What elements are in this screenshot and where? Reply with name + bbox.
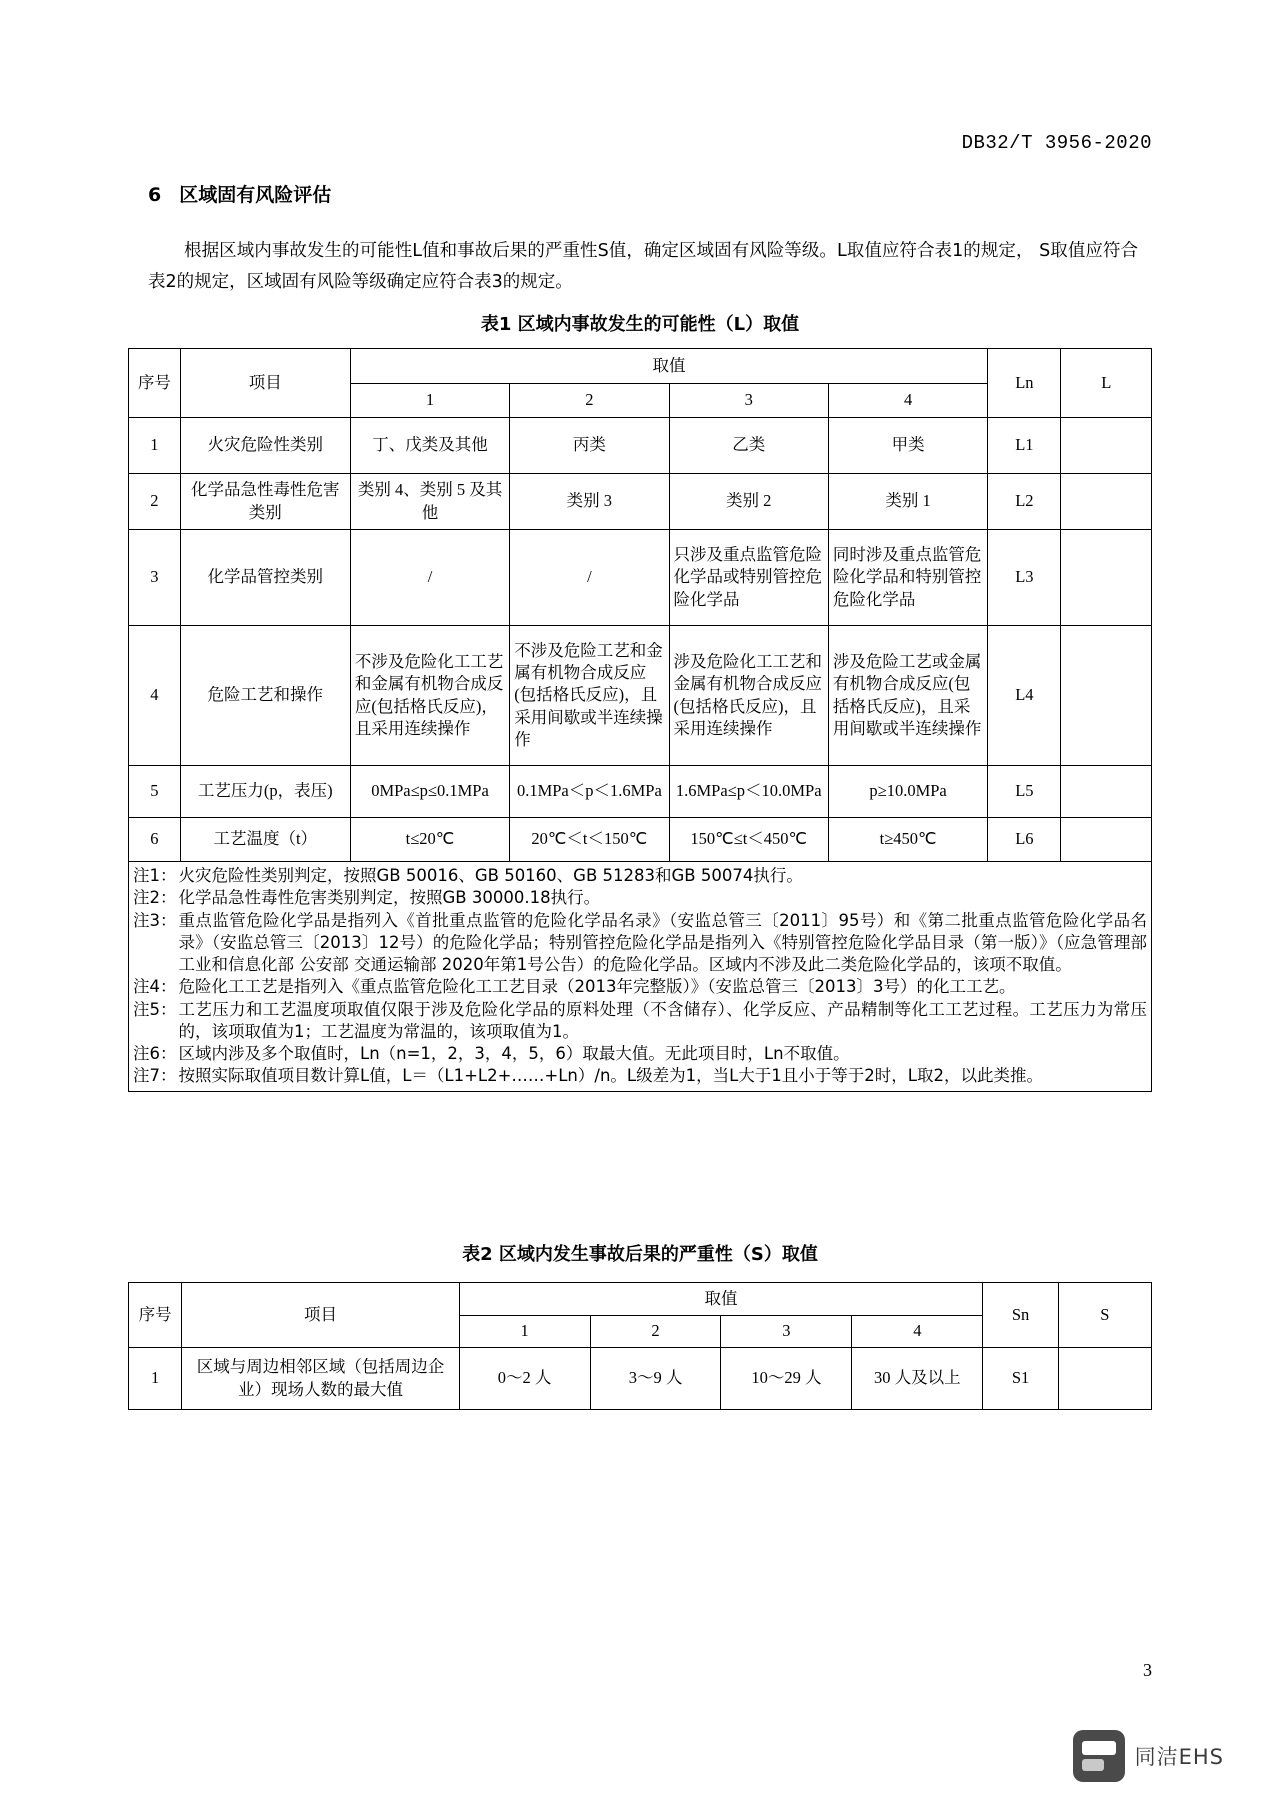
row-value-3: 10～29 人	[721, 1348, 852, 1410]
row-value-3: 只涉及重点监管危险化学品或特别管控危险化学品	[669, 530, 828, 626]
note-item	[133, 976, 1147, 998]
row-item: 化学品管控类别	[180, 530, 350, 626]
header-col-2: 2	[590, 1315, 721, 1348]
table-row	[129, 474, 1152, 530]
note-item	[133, 910, 1147, 977]
row-value-1: t≤20℃	[350, 818, 509, 862]
header-ln: Ln	[988, 349, 1061, 418]
header-item: 项目	[182, 1283, 459, 1348]
note-item	[133, 999, 1147, 1044]
note-label: 注7：	[133, 1066, 177, 1086]
row-seq: 3	[129, 530, 181, 626]
intro-paragraph	[148, 236, 1138, 297]
row-value-1: 0～2 人	[459, 1348, 590, 1410]
table-header-row	[129, 1283, 1152, 1316]
row-value-3: 乙类	[669, 418, 828, 474]
row-value-3: 1.6MPa≤p＜10.0MPa	[669, 766, 828, 818]
row-s	[1058, 1348, 1151, 1410]
row-item: 火灾危险性类别	[180, 418, 350, 474]
table-row	[129, 818, 1152, 862]
table-row	[129, 418, 1152, 474]
row-l	[1061, 474, 1152, 530]
row-l	[1061, 766, 1152, 818]
row-item: 区域与周边相邻区域（包括周边企业）现场人数的最大值	[182, 1348, 459, 1410]
section-heading	[148, 180, 331, 207]
row-value-2: 丙类	[510, 418, 669, 474]
page-number: 3	[1143, 1660, 1152, 1680]
table-row	[129, 766, 1152, 818]
row-value-3: 150℃≤t＜450℃	[669, 818, 828, 862]
table-row	[129, 626, 1152, 766]
note-item	[133, 1043, 1147, 1065]
header-sn: Sn	[983, 1283, 1058, 1348]
note-text: 区域内涉及多个取值时，Ln（n=1，2，3，4，5，6）取最大值。无此项目时，Ln不取值。	[178, 1044, 850, 1064]
header-l: L	[1061, 349, 1152, 418]
row-ln: L1	[988, 418, 1061, 474]
header-s: S	[1058, 1283, 1151, 1348]
watermark-logo-icon	[1073, 1730, 1125, 1782]
section-number: 6	[148, 184, 162, 206]
table-header-row	[129, 349, 1152, 384]
note-text: 危险化工工艺是指列入《重点监管危险化工工艺目录（2013年完整版）》（安监总管三〔2013〕3号）的化工工艺。	[178, 977, 1016, 997]
note-label: 注1：	[133, 866, 177, 885]
standard-number-header: DB32/T 3956-2020	[961, 132, 1152, 154]
table1-notes	[129, 862, 1152, 1092]
intro-paragraph-text: 根据区域内事故发生的可能性L值和事故后果的严重性S值，确定区域固有风险等级。L取值应符合表1的规定， S取值应符合表2的规定，区域固有风险等级确定应符合表3的规定。	[148, 241, 1138, 292]
row-ln: L2	[988, 474, 1061, 530]
row-item: 工艺压力(p，表压)	[180, 766, 350, 818]
header-col-1: 1	[350, 383, 509, 418]
row-item: 工艺温度（t）	[180, 818, 350, 862]
row-value-2: 20℃＜t＜150℃	[510, 818, 669, 862]
table2-caption: 表2 区域内发生事故后果的严重性（S）取值	[462, 1244, 818, 1265]
row-l	[1061, 626, 1152, 766]
note-text: 火灾危险性类别判定，按照GB 50016、GB 50160、GB 51283和GB 50074执行。	[178, 866, 803, 885]
row-value-4: 同时涉及重点监管危险化学品和特别管控危险化学品	[828, 530, 987, 626]
row-value-1: 类别 4、类别 5 及其他	[350, 474, 509, 530]
row-ln: L6	[988, 818, 1061, 862]
table-severity-S	[128, 1282, 1152, 1410]
row-value-4: 30 人及以上	[852, 1348, 983, 1410]
row-seq: 2	[129, 474, 181, 530]
row-seq: 6	[129, 818, 181, 862]
row-l	[1061, 818, 1152, 862]
note-item	[133, 887, 1147, 909]
note-label: 注2：	[133, 888, 177, 908]
row-item: 危险工艺和操作	[180, 626, 350, 766]
row-value-2: 0.1MPa＜p＜1.6MPa	[510, 766, 669, 818]
row-l	[1061, 530, 1152, 626]
row-value-4: 类别 1	[828, 474, 987, 530]
row-value-4: t≥450℃	[828, 818, 987, 862]
note-text: 重点监管危险化学品是指列入《首批重点监管的危险化学品名录》（安监总管三〔2011〕95号）和《第二批重点监管危险化学品名录》（安监总管三〔2013〕12号）的危险化学品；特别管控危险化学品是指列入《特别管控危险化学品目录（第一版）》（应急管理部 工业和信息化部 公安部 交通运输部 2020年第1号公告）的危险化学品。区域内不涉及此二类危险化学品的，该项不取值。	[178, 910, 1147, 975]
note-item	[133, 1065, 1147, 1087]
row-seq: 1	[129, 418, 181, 474]
header-item: 项目	[180, 349, 350, 418]
row-value-1: 不涉及危险化工工艺和金属有机物合成反应(包括格氏反应)，且采用连续操作	[350, 626, 509, 766]
note-label: 注6：	[133, 1044, 177, 1064]
header-col-3: 3	[721, 1315, 852, 1348]
note-label: 注3：	[133, 910, 177, 930]
row-l	[1061, 418, 1152, 474]
row-value-3: 类别 2	[669, 474, 828, 530]
table1-caption: 表1 区域内事故发生的可能性（L）取值	[480, 314, 800, 335]
row-value-4: 甲类	[828, 418, 987, 474]
section-title-text: 区域固有风险评估	[179, 184, 332, 206]
note-label: 注5：	[133, 999, 177, 1019]
row-value-3: 涉及危险化工工艺和金属有机物合成反应(包括格氏反应)，且采用连续操作	[669, 626, 828, 766]
watermark	[1073, 1730, 1224, 1782]
note-text: 按照实际取值项目数计算L值，L＝（L1+L2+……+Ln）/n。L级差为1，当L大于1且小于等于2时，L取2，以此类推。	[178, 1066, 1043, 1086]
header-col-2: 2	[510, 383, 669, 418]
row-seq: 5	[129, 766, 181, 818]
row-value-1: /	[350, 530, 509, 626]
row-value-2: 类别 3	[510, 474, 669, 530]
row-value-2: 不涉及危险工艺和金属有机物合成反应(包括格氏反应)，且采用间歇或半连续操作	[510, 626, 669, 766]
table-row	[129, 530, 1152, 626]
watermark-text: 同洁EHS	[1134, 1745, 1224, 1769]
table-possibility-L	[128, 348, 1152, 1092]
header-seq: 序号	[129, 349, 181, 418]
row-ln: L5	[988, 766, 1061, 818]
row-item: 化学品急性毒性危害类别	[180, 474, 350, 530]
header-value-group: 取值	[459, 1283, 983, 1316]
header-seq: 序号	[129, 1283, 182, 1348]
header-col-1: 1	[459, 1315, 590, 1348]
row-value-1: 丁、戊类及其他	[350, 418, 509, 474]
note-label: 注4：	[133, 977, 177, 997]
row-ln: L3	[988, 530, 1061, 626]
row-seq: 1	[129, 1348, 182, 1410]
table-notes-row	[129, 862, 1152, 1092]
header-col-3: 3	[669, 383, 828, 418]
row-value-4: 涉及危险工艺或金属有机物合成反应(包括格氏反应)，且采用间歇或半连续操作	[828, 626, 987, 766]
note-text: 化学品急性毒性危害类别判定，按照GB 30000.18执行。	[178, 888, 601, 908]
row-sn: S1	[983, 1348, 1058, 1410]
table-row	[129, 1348, 1152, 1410]
row-value-2: 3～9 人	[590, 1348, 721, 1410]
header-col-4: 4	[828, 383, 987, 418]
note-text: 工艺压力和工艺温度项取值仅限于涉及危险化学品的原料处理（不含储存）、化学反应、产品精制等化工工艺过程。工艺压力为常压的，该项取值为1；工艺温度为常温的，该项取值为1。	[178, 999, 1147, 1041]
header-col-4: 4	[852, 1315, 983, 1348]
header-value-group: 取值	[350, 349, 987, 384]
row-ln: L4	[988, 626, 1061, 766]
note-item	[133, 865, 1147, 887]
row-value-1: 0MPa≤p≤0.1MPa	[350, 766, 509, 818]
row-value-2: /	[510, 530, 669, 626]
row-seq: 4	[129, 626, 181, 766]
row-value-4: p≥10.0MPa	[828, 766, 987, 818]
